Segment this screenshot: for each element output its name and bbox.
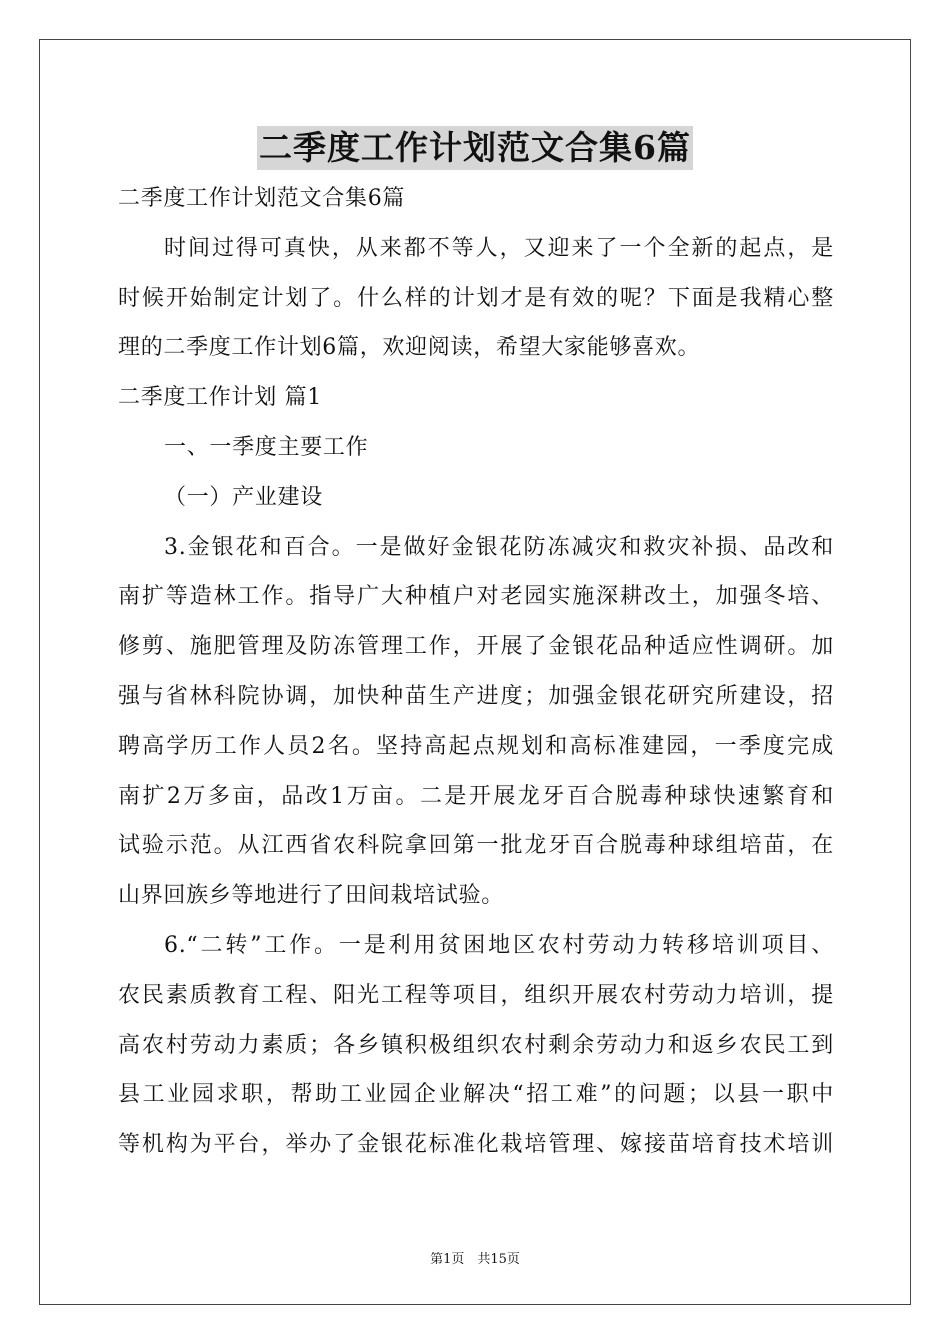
paragraph-line: 南扩等造林工作。指导广大种植户对老园实施深耕改土，加强冬培、 [118, 584, 834, 610]
paragraph-line: 农民素质教育工程、阳光工程等项目，组织开展农村劳动力培训，提 [118, 982, 834, 1008]
paragraph-line: 高农村劳动力素质；各乡镇积极组织农村剩余劳动力和返乡农民工到 [118, 1032, 834, 1058]
paragraph-line: 时间过得可真快，从来都不等人，又迎来了一个全新的起点，是 [164, 235, 834, 261]
subtitle-line: 二季度工作计划范文合集6篇 [118, 186, 406, 211]
paragraph-line: 等机构为平台，举办了金银花标准化栽培管理、嫁接苗培育技术培训 [118, 1132, 834, 1158]
section-heading: 二季度工作计划 篇1 [118, 385, 322, 411]
paragraph-line: 理的二季度工作计划6篇，欢迎阅读，希望大家能够喜欢。 [118, 335, 701, 361]
document-title: 二季度工作计划范文合集6篇 [257, 126, 693, 170]
paragraph-line: 修剪、施肥管理及防冻管理工作，开展了金银花品种适应性调研。加 [118, 634, 834, 660]
paragraph-line: 试验示范。从江西省农科院拿回第一批龙牙百合脱毒种球组培苗，在 [118, 833, 834, 859]
paragraph-line: 时候开始制定计划了。什么样的计划才是有效的呢？下面是我精心整 [118, 285, 834, 311]
paragraph-line: 6.“二转”工作。一是利用贫困地区农村劳动力转移培训项目、 [164, 932, 834, 958]
paragraph-line: 强与省林科院协调，加快种苗生产进度；加强金银花研究所建设，招 [118, 683, 834, 709]
page-footer: 第1页 共15页 [430, 1252, 520, 1267]
paragraph-line: 县工业园求职，帮助工业园企业解决“招工难”的问题；以县一职中 [118, 1082, 834, 1108]
subsection-heading: 一、一季度主要工作 [164, 434, 369, 460]
paragraph-line: 山界回族乡等地进行了田间栽培试验。 [118, 883, 504, 909]
paragraph-line: 南扩2万多亩，品改1万亩。二是开展龙牙百合脱毒种球快速繁育和 [118, 783, 834, 809]
document-body [118, 174, 834, 1170]
paragraph-line: 聘高学历工作人员2名。坚持高起点规划和高标准建园，一季度完成 [118, 733, 834, 759]
subsection-heading: （一）产业建设 [164, 484, 323, 510]
title-container [0, 126, 950, 170]
paragraph-line: 3.金银花和百合。一是做好金银花防冻减灾和救灾补损、品改和 [164, 534, 834, 560]
